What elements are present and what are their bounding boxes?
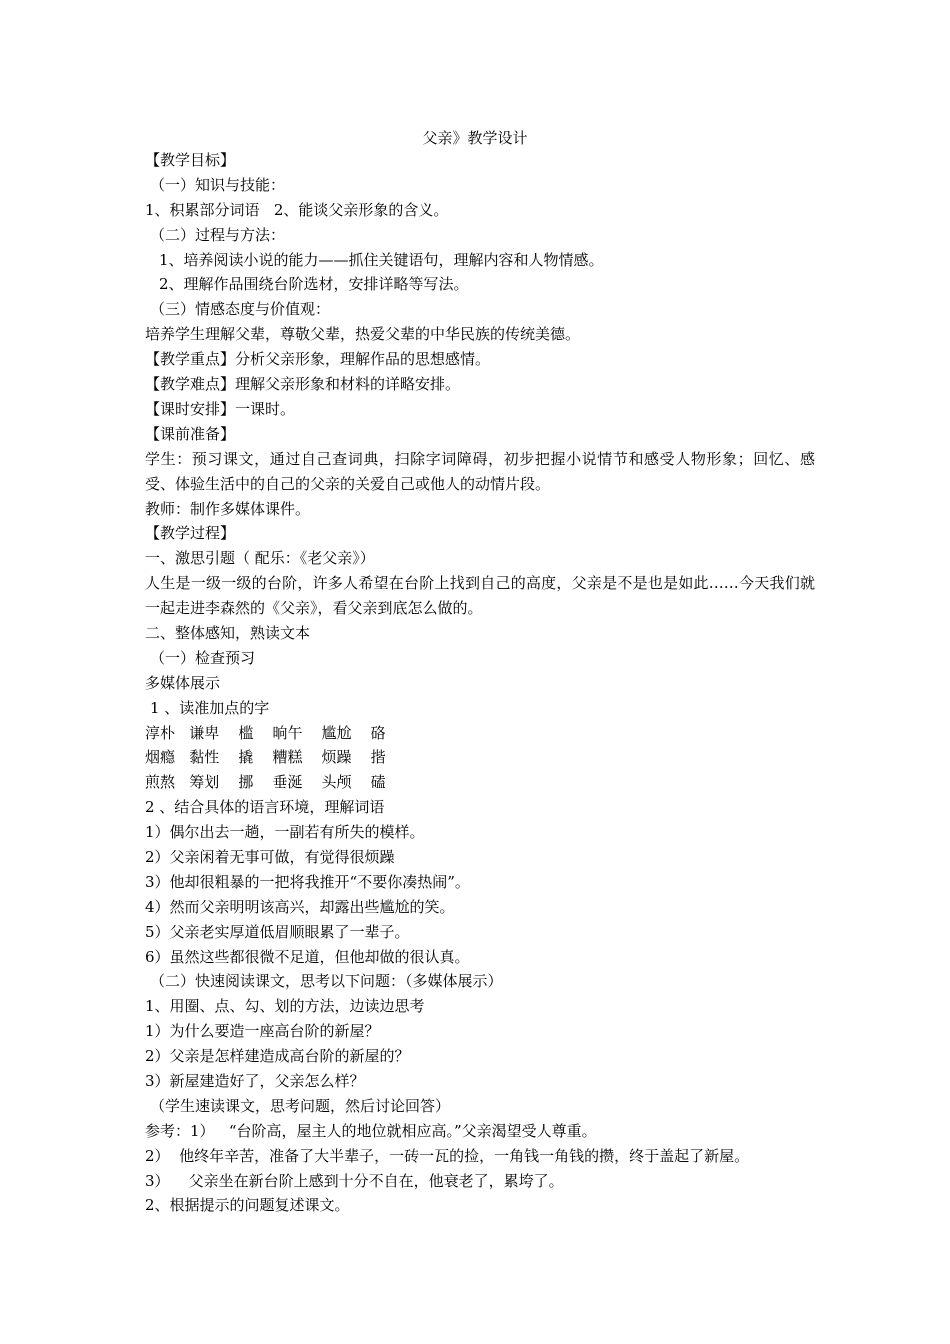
objective-item: 2、理解作品围绕台阶选材，安排详略等写法。 [159, 275, 469, 294]
list-item: 2）父亲闲着无事可做，有觉得很烦躁 [145, 848, 395, 866]
list-item: 3）他却很粗暴的一把将我推开“不要你凑热闹”。 [145, 872, 470, 891]
subheading-values: （三）情感态度与价值观： [150, 300, 331, 319]
objective-item: 1、积累部分词语 2、能谈父亲形象的含义。 [145, 200, 449, 219]
section-heading-difficulties: 【教学难点】理解父亲形象和材料的详略安排。 [145, 375, 461, 394]
vocabulary-row: 淳朴 谦卑 槛 晌午 尴尬 硌 [145, 723, 386, 742]
subheading-process-method: （二）过程与方法： [150, 225, 286, 244]
list-item: 5）父亲老实厚道低眉顺眼累了一辈子。 [145, 922, 410, 941]
subheading-knowledge-skills: （一）知识与技能： [150, 175, 286, 194]
paragraph: 培养学生理解父辈，尊敬父辈，热爱父辈的中华民族的传统美德。 [145, 325, 581, 344]
list-item: 4）然而父亲明明该高兴，却露出些尴尬的笑。 [145, 897, 455, 916]
subheading-check-preview: （一）检查预习 [150, 648, 256, 667]
list-item: 1 、读准加点的字 [150, 698, 270, 717]
document-body [145, 148, 815, 1218]
list-item: 6）虽然这些都很微不足道，但他却做的很认真。 [145, 947, 470, 966]
subheading-quick-reading: （二）快速阅读课文，思考以下问题：（多媒体展示） [150, 972, 503, 991]
vocabulary-row: 煎熬 筹划 挪 垂涎 头颅 磕 [145, 773, 386, 792]
paragraph-note: （学生速读课文，思考问题，然后讨论回答） [150, 1096, 451, 1115]
paragraph-student-prep: 学生：预习课文，通过自己查词典，扫除字词障碍，初步把握小说情节和感受人物形象；回忆、感受、体验生活中的自己的父亲的关爱自己或他人的动情片段。 [145, 449, 815, 493]
answer-item: 2） 他终年辛苦，准备了大半辈子，一砖一瓦的捡，一角钱一角钱的攒，终于盖起了新屋。 [145, 1146, 750, 1165]
list-item: 3）新屋建造好了，父亲怎么样？ [145, 1072, 365, 1091]
paragraph-intro: 人生是一级一级的台阶，许多人希望在台阶上找到自己的高度，父亲是不是也是如此……今天我们就一起走进李森然的《父亲》，看父亲到底怎么做的。 [145, 574, 815, 618]
section-heading-preparation: 【课前准备】 [145, 424, 236, 443]
step-heading: 二、整体感知，熟读文本 [145, 623, 311, 642]
vocabulary-row: 烟瘾 黏性 撬 糟糕 烦躁 揩 [145, 748, 386, 767]
document-title: 父亲》教学设计 [422, 129, 528, 147]
section-heading-key-points: 【教学重点】分析父亲形象，理解作品的思想感情。 [145, 350, 491, 369]
section-heading-schedule: 【课时安排】一课时。 [145, 399, 296, 418]
list-item: 1）为什么要造一座高台阶的新屋？ [145, 1022, 380, 1041]
step-heading: 一、激思引题（ 配乐：《老父亲》） [145, 549, 375, 568]
list-item: 1、用圈、点、勾、划的方法，边读边思考 [145, 997, 425, 1016]
section-heading-objectives: 【教学目标】 [145, 151, 236, 169]
paragraph-teacher-prep: 教师：制作多媒体课件。 [145, 499, 311, 518]
answer-item: 3） 父亲坐在新台阶上感到十分不自在，他衰老了，累垮了。 [145, 1171, 564, 1190]
section-heading-process: 【教学过程】 [145, 524, 236, 543]
paragraph: 多媒体展示 [145, 673, 221, 692]
list-item: 1）偶尔出去一趟，一副若有所失的模样。 [145, 823, 425, 842]
list-item: 2、根据提示的问题复述课文。 [145, 1196, 350, 1215]
answer-item: 参考：1） “台阶高，屋主人的地位就相应高。”父亲渴望受人尊重。 [145, 1121, 597, 1140]
objective-item: 1、培养阅读小说的能力——抓住关键语句，理解内容和人物情感。 [159, 250, 604, 269]
list-item: 2）父亲是怎样建造成高台阶的新屋的？ [145, 1047, 410, 1066]
list-item: 2 、结合具体的语言环境，理解词语 [145, 798, 385, 817]
